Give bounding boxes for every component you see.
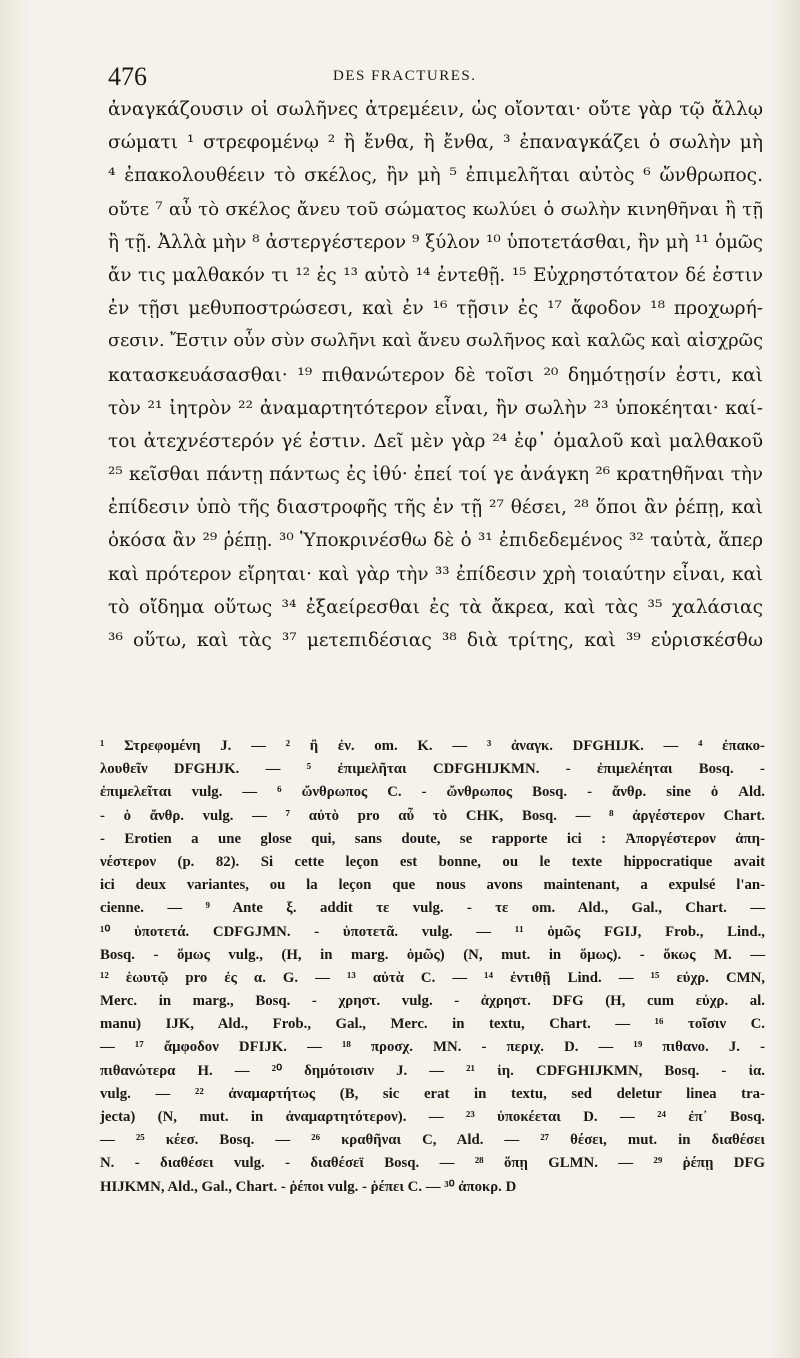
footnote-line: ¹⁰ ὑποτετά. CDFGJMN. - ὑποτετᾶ. vulg. — ¹¹ ὁμῶς FGIJ, Frob., Lind., bbox=[100, 923, 765, 940]
footnote-line: cienne. — ⁹ Ante ξ. addit τε vulg. - τε om. Ald., Gal., Chart. — bbox=[100, 900, 765, 917]
running-head: DES FRACTURES. bbox=[333, 68, 477, 84]
footnote-line: ¹ Στρεφομένη J. — ² ἢ ἐν. om. K. — ³ ἀναγκ. DFGHIJK. — ⁴ ἐπακο- bbox=[100, 738, 765, 754]
text-line: τὸ οἴδημα οὕτως ³⁴ ἐξαείρεσθαι ἐς τὰ ἄκρεα, καὶ τὰς ³⁵ χαλάσιας bbox=[108, 596, 763, 618]
text-line: κατασκευάσασθαι· ¹⁹ πιθανώτερον δὲ τοῖσι ²⁰ δημότῃσίν ἐστι, καὶ bbox=[108, 364, 763, 386]
footnote-line: - Erotien a une glose qui, sans doute, se rapporte ici : Ἀποργέστερον ἀπη- bbox=[100, 830, 765, 847]
footnote-line: ἐπιμελεῖται vulg. — ⁶ ὤνθρωπος C. - ὤνθρωπος Bosq. - ἄνθρ. sine ὁ Ald. bbox=[100, 784, 765, 801]
text-line: ³⁶ οὕτω, καὶ τὰς ³⁷ μετεπιδέσιας ³⁸ διὰ τρίτης, καὶ ³⁹ εὑρισκέσθω bbox=[108, 630, 763, 651]
critical-apparatus bbox=[100, 735, 765, 1199]
footnote-line: Bosq. - ὅμως vulg., (H, in marg. ὁμῶς) (N, mut. in ὅμως). - ὅκως M. — bbox=[100, 946, 765, 963]
text-line: τοι ἀτεχνέστερόν γέ ἐστιν. Δεῖ μὲν γὰρ ²⁴ ἐφ᾽ ὁμαλοῦ καὶ μαλθακοῦ bbox=[108, 430, 763, 452]
footnote-line: πιθανώτερα H. — ²⁰ δημότοισιν J. — ²¹ ἰη. CDFGHIJKMN, Bosq. - ἰα. bbox=[100, 1062, 765, 1079]
text-line: οὔτε ⁷ αὖ τὸ σκέλος ἄνευ τοῦ σώματος κωλύει ὁ σωλὴν κινηθῆναι ἢ τῇ bbox=[108, 198, 763, 220]
text-line: ἐν τῇσι μεθυποστρώσεσι, καὶ ἐν ¹⁶ τῇσιν ἐς ¹⁷ ἄφοδον ¹⁸ προχωρή- bbox=[108, 298, 763, 320]
text-line: ἢ τῇ. Ἀλλὰ μὴν ⁸ ἀστεργέστερον ⁹ ξύλον ¹⁰ ὑποτετάσθαι, ἢν μὴ ¹¹ ὁμῶς bbox=[108, 231, 763, 253]
footnote-line: — ¹⁷ ἄμφοδον DFIJK. — ¹⁸ προσχ. MN. - περιχ. D. — ¹⁹ πιθανο. J. - bbox=[100, 1039, 765, 1056]
footnote-line: manu) IJK, Ald., Frob., Gal., Merc. in textu, Chart. — ¹⁶ τοῖσιν C. bbox=[100, 1016, 765, 1033]
footnote-line: N. - διαθέσει vulg. - διαθέσεϊ Bosq. — ²⁸ ὅπῃ GLMN. — ²⁹ ῥέπῃ DFG bbox=[100, 1155, 765, 1172]
footnote-line: - ὁ ἄνθρ. vulg. — ⁷ αὐτὸ pro αὖ τὸ CHK, Bosq. — ⁸ ἀργέστερον Chart. bbox=[100, 807, 765, 824]
text-line: ²⁵ κεῖσθαι πάντῃ πάντως ἐς ἰθύ· ἐπεί τοί γε ἀνάγκη ²⁶ κρατηθῆναι τὴν bbox=[108, 464, 763, 486]
text-line: καὶ πρότερον εἴρηται· καὶ γὰρ τὴν ³³ ἐπίδεσιν χρὴ τοιαύτην εἶναι, καὶ bbox=[108, 563, 763, 585]
footnote-line: νέστερον (p. 82). Si cette leçon est bonne, ou le texte hippocratique avait bbox=[100, 853, 765, 870]
text-line: ⁴ ἐπακολουθέειν τὸ σκέλος, ἢν μὴ ⁵ ἐπιμελῆται αὐτὸς ⁶ ὤνθρωπος. bbox=[108, 165, 763, 187]
footnote-line: ¹² ἑωυτῷ pro ἐς α. G. — ¹³ αὐτὰ C. — ¹⁴ ἐντιθῇ Lind. — ¹⁵ εὐχρ. CMN, bbox=[100, 969, 765, 986]
footnote-line: HIJKMN, Ald., Gal., Chart. - ῥέποι vulg. - ῥέπει C. — ³⁰ ἀποκρ. D bbox=[100, 1178, 517, 1195]
page-number: 476 bbox=[108, 62, 147, 91]
text-line: ἐπίδεσιν ὑπὸ τῆς διαστροφῆς τῆς ἐν τῇ ²⁷ θέσει, ²⁸ ὅποι ἂν ῥέπῃ, καὶ bbox=[108, 497, 763, 519]
footnote-line: ici deux variantes, ou la leçon que nous avons maintenant, a expulsé l'an- bbox=[100, 877, 765, 894]
text-line: ὁκόσα ἂν ²⁹ ῥέπῃ. ³⁰ Ὑποκρινέσθω δὲ ὁ ³¹ ἐπιδεδεμένος ³² ταὐτὰ, ἅπερ bbox=[108, 530, 763, 552]
text-line: ἄν τις μαλθακόν τι ¹² ἐς ¹³ αὐτὸ ¹⁴ ἐντεθῇ. ¹⁵ Εὐχρηστότατον δέ ἐστιν bbox=[108, 264, 763, 286]
footnote-line: λουθεῖν DFGHJK. — ⁵ ἐπιμελῆται CDFGHIJKMN. - ἐπιμελέηται Bosq. - bbox=[100, 761, 765, 778]
main-greek-text bbox=[108, 93, 763, 657]
page-header bbox=[108, 60, 760, 90]
footnote-line: jecta) (N, mut. in ἀναμαρτητότερον). — ²³ ὑποκέεται D. — ²⁴ ἐπ᾽ Bosq. bbox=[100, 1109, 765, 1125]
footnote-line: Merc. in marg., Bosq. - χρηστ. vulg. - ἀχρηστ. DFG (H, cum εὐχρ. al. bbox=[100, 993, 765, 1010]
footnote-line: vulg. — ²² ἀναμαρτήτως (B, sic erat in textu, sed deletur linea tra- bbox=[100, 1085, 765, 1102]
text-line: τὸν ²¹ ἰητρὸν ²² ἀναμαρτητότερον εἶναι, ἢν σωλὴν ²³ ὑποκέηται· καί- bbox=[108, 397, 763, 419]
footnote-line: — ²⁵ κέεσ. Bosq. — ²⁶ κραθῆναι C, Ald. — ²⁷ θέσει, mut. in διαθέσει bbox=[100, 1132, 765, 1149]
text-line: ἀναγκάζουσιν οἱ σωλῆνες ἀτρεμέειν, ὡς οἴονται· οὔτε γὰρ τῷ ἄλλῳ bbox=[108, 99, 763, 120]
text-line: σεσιν. Ἔστιν οὖν σὺν σωλῆνι καὶ ἄνευ σωλῆνος καὶ καλῶς καὶ αἰσχρῶς bbox=[108, 331, 763, 352]
text-line: σώματι ¹ στρεφομένῳ ² ἢ ἔνθα, ἢ ἔνθα, ³ ἐπαναγκάζει ὁ σωλὴν μὴ bbox=[108, 132, 763, 154]
